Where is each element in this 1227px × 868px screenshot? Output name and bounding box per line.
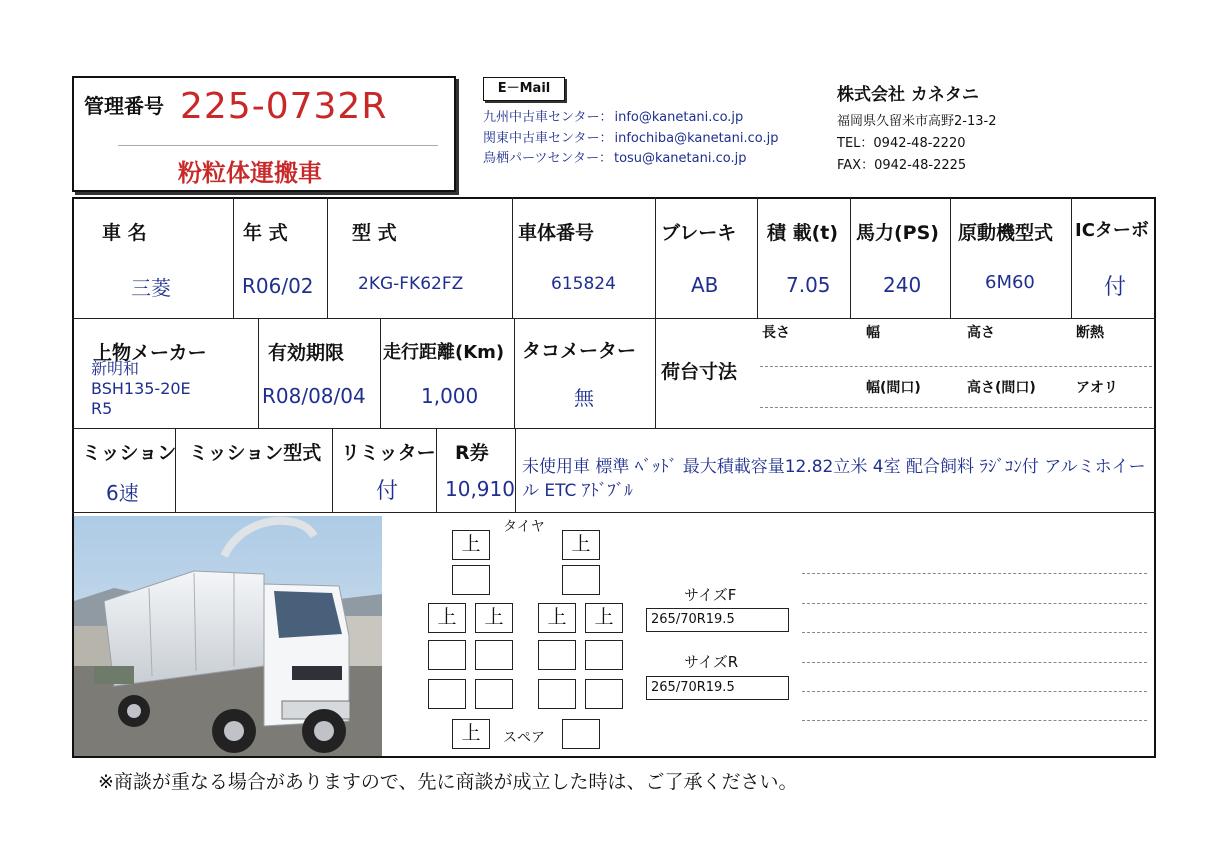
mgmt-number: 225-0732R [180, 86, 388, 127]
body-maker-line: 新明和 [91, 359, 140, 378]
cargo-width-open-label: 幅(間口) [866, 380, 921, 396]
tire-rear-left-outer: 上 [428, 603, 466, 633]
spare-label: スペア [503, 730, 545, 746]
val-brake: AB [691, 273, 719, 297]
footer-note: ※商談が重なる場合がありますので、先に商談が成立した時は、ご了承ください。 [98, 771, 798, 793]
tire-box [585, 679, 623, 709]
cargo-length-label: 長さ [762, 325, 790, 341]
email-row [483, 129, 779, 150]
val-mission: 6速 [106, 481, 139, 505]
val-power: 240 [883, 273, 922, 297]
tire-box [562, 565, 600, 595]
hdr-mission-type: ミッション型式 [189, 442, 322, 464]
hdr-model: 型 式 [352, 222, 397, 244]
hdr-load: 積 載(t) [767, 222, 839, 244]
col-divider [850, 197, 851, 318]
management-box [72, 76, 456, 192]
col-divider [655, 197, 656, 318]
cargo-dash-line [760, 366, 1152, 367]
email-address[interactable]: info@kanetani.co.jp [614, 110, 744, 125]
email-center: 鳥栖パーツセンター： [483, 151, 612, 166]
size-f-value: 265/70R19.5 [646, 608, 789, 632]
val-turbo: 付 [1104, 275, 1127, 300]
email-list [483, 108, 779, 170]
col-divider [380, 318, 381, 428]
col-divider [515, 428, 516, 512]
tire-rear-right-outer: 上 [585, 603, 623, 633]
memo-line [802, 691, 1147, 692]
memo-line [802, 662, 1147, 663]
mgmt-divider [118, 145, 438, 146]
mgmt-label: 管理番号 [84, 94, 164, 118]
tire-box [585, 640, 623, 670]
notes: 未使用車 標準 ﾍﾞｯﾄﾞ 最大積載容量12.82立米 4室 配合飼料 ﾗｼﾞｺﾝ付 アルミホイール ETC ｱﾄﾞﾌﾞﾙ [522, 457, 1146, 501]
email-row [483, 149, 779, 170]
company-tel: TEL：0942-48-2220 [837, 136, 966, 151]
row-divider [72, 428, 1156, 429]
company-name: 株式会社 カネタニ [837, 85, 979, 105]
col-divider [512, 197, 513, 318]
tire-box [538, 679, 576, 709]
email-label: E－Mail [483, 77, 565, 101]
cargo-dash-line [760, 407, 1152, 408]
email-row [483, 108, 779, 129]
hdr-brake: ブレーキ [661, 222, 737, 244]
memo-line [802, 720, 1147, 721]
col-divider [514, 318, 515, 428]
hdr-power: 馬力(PS) [856, 222, 939, 244]
vehicle-type: 粉粒体運搬車 [178, 159, 322, 187]
tire-front-right: 上 [562, 530, 600, 560]
col-divider [655, 318, 656, 428]
company-address: 福岡県久留米市高野2-13-2 [837, 114, 997, 129]
tire-box [428, 640, 466, 670]
memo-line [802, 573, 1147, 574]
memo-line [802, 632, 1147, 633]
tire-front-left: 上 [452, 530, 490, 560]
body-maker-line: R5 [91, 399, 113, 418]
val-expiry: R08/08/04 [262, 384, 366, 408]
size-f-label: サイズF [684, 586, 737, 604]
hdr-tacho: タコメーター [522, 340, 637, 362]
col-divider [757, 197, 758, 318]
hdr-r-ticket: R券 [455, 442, 489, 464]
val-tacho: 無 [574, 386, 594, 410]
body-maker-line: BSH135-20E [91, 379, 191, 398]
val-model: 2KG-FK62FZ [358, 274, 464, 294]
tire-box [562, 719, 600, 749]
col-divider [436, 428, 437, 512]
val-r-ticket: 10,910 [445, 477, 515, 501]
col-divider [233, 197, 234, 318]
val-chassis: 615824 [551, 274, 616, 294]
hdr-cargo: 荷台寸法 [661, 361, 738, 383]
email-center: 九州中古車センター： [483, 110, 613, 125]
cargo-insulation-label: 断熱 [1076, 325, 1104, 341]
tire-rear-left-inner: 上 [475, 603, 513, 633]
val-limiter: 付 [376, 479, 399, 504]
tire-box [475, 640, 513, 670]
hdr-limiter: リミッター [341, 442, 436, 464]
company-fax: FAX：0942-48-2225 [837, 158, 967, 173]
body-maker-lines [91, 359, 191, 419]
size-r-value: 265/70R19.5 [646, 676, 789, 700]
val-load: 7.05 [786, 273, 831, 297]
val-engine: 6M60 [985, 272, 1035, 293]
row-divider [72, 318, 1156, 319]
tire-box [428, 679, 466, 709]
tire-box [538, 640, 576, 670]
hdr-chassis: 車体番号 [518, 222, 595, 244]
col-divider [950, 197, 951, 318]
cargo-height-open-label: 高さ(間口) [967, 380, 1036, 396]
email-center: 関東中古車センター： [483, 130, 613, 146]
col-divider [258, 318, 259, 428]
col-divider [332, 428, 333, 512]
tire-box [475, 679, 513, 709]
size-r-label: サイズR [684, 653, 739, 671]
memo-line [802, 603, 1147, 604]
truck-photo-svg [74, 516, 382, 756]
hdr-mission: ミッション [82, 442, 177, 464]
email-address[interactable]: tosu@kanetani.co.jp [613, 151, 747, 166]
row-divider [72, 512, 1156, 513]
cargo-aori-label: アオリ [1076, 380, 1118, 396]
hdr-year: 年 式 [243, 222, 288, 244]
col-divider [327, 197, 328, 318]
cargo-width-label: 幅 [866, 325, 880, 341]
tire-label: タイヤ [503, 519, 545, 535]
val-mileage: 1,000 [421, 384, 479, 408]
val-name: 三菱 [131, 276, 171, 300]
cargo-height-label: 高さ [967, 325, 995, 341]
tire-rear-right-inner: 上 [538, 603, 576, 633]
tire-spare: 上 [452, 719, 490, 749]
tire-box [452, 565, 490, 595]
hdr-turbo: ICターボ [1075, 220, 1149, 241]
truck-photo [74, 516, 382, 756]
hdr-body-maker: 上物メーカー [93, 342, 207, 364]
hdr-engine: 原動機型式 [958, 222, 1054, 244]
val-year: R06/02 [242, 274, 314, 298]
hdr-name: 車 名 [102, 222, 147, 244]
col-divider [1071, 197, 1072, 318]
company-block [837, 80, 996, 177]
hdr-expiry: 有効期限 [268, 342, 345, 364]
hdr-mileage: 走行距離(Km) [383, 342, 505, 363]
email-address[interactable]: infochiba@kanetani.co.jp [614, 130, 779, 146]
